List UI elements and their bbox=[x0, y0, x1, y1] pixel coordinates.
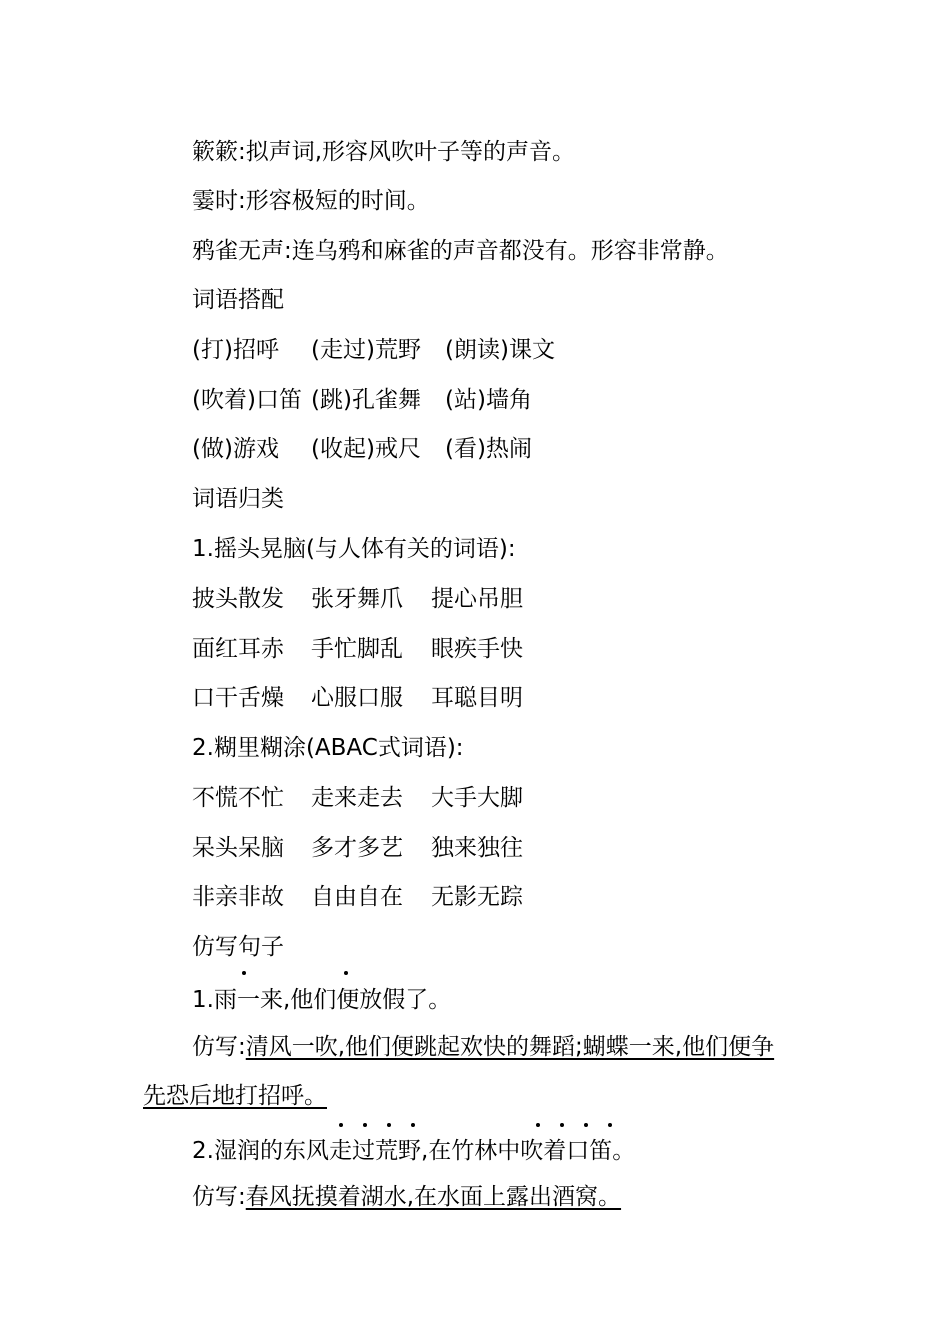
collocation-item: (跳)孔雀舞 bbox=[311, 387, 421, 413]
emphasis-dot bbox=[387, 1123, 391, 1127]
emphasis-dot bbox=[363, 1123, 367, 1127]
word-item: 独来独往 bbox=[431, 835, 523, 861]
word-item: 张牙舞爪 bbox=[311, 586, 403, 612]
word-item: 口干舌燥 bbox=[192, 685, 284, 711]
emphasis-dot bbox=[560, 1123, 564, 1127]
collocation-item: (看)热闹 bbox=[445, 436, 532, 462]
emphasis-dot bbox=[242, 971, 246, 975]
collocation-item: (吹着)口笛 bbox=[192, 387, 302, 413]
word-item: 手忙脚乱 bbox=[311, 636, 403, 662]
definition-yaquewusheng: 鸦雀无声:连乌鸦和麻雀的声音都没有。形容非常静。 bbox=[192, 238, 729, 264]
collocation-item: (做)游戏 bbox=[192, 436, 279, 462]
emphasis-dot bbox=[608, 1123, 612, 1127]
answer-label: 仿写: bbox=[192, 1184, 246, 1210]
word-item: 眼疾手快 bbox=[431, 636, 523, 662]
section-heading-collocation: 词语搭配 bbox=[192, 287, 284, 313]
word-item: 心服口服 bbox=[311, 685, 403, 711]
word-item: 无影无踪 bbox=[431, 884, 523, 910]
word-item: 不慌不忙 bbox=[192, 785, 284, 811]
imitation-answer-1 bbox=[192, 1032, 774, 1062]
word-item: 披头散发 bbox=[192, 586, 284, 612]
example-sentence-1: 1.雨一来,他们便放假了。 bbox=[192, 987, 452, 1013]
word-item: 大手大脚 bbox=[431, 785, 523, 811]
group2-title: 2.糊里糊涂(ABAC式词语): bbox=[192, 735, 464, 761]
section-heading-imitation: 仿写句子 bbox=[192, 934, 284, 960]
collocation-item: (走过)荒野 bbox=[311, 337, 421, 363]
emphasis-dot bbox=[344, 971, 348, 975]
collocation-item: (站)墙角 bbox=[445, 387, 532, 413]
imitation-answer-2 bbox=[192, 1182, 621, 1212]
emphasis-dot bbox=[584, 1123, 588, 1127]
emphasis-dot bbox=[339, 1123, 343, 1127]
word-item: 走来走去 bbox=[311, 785, 403, 811]
word-item: 非亲非故 bbox=[192, 884, 284, 910]
answer-text: 先恐后地打招呼。 bbox=[143, 1083, 327, 1109]
word-item: 提心吊胆 bbox=[431, 586, 523, 612]
word-item: 呆头呆脑 bbox=[192, 835, 284, 861]
imitation-answer-1-continued bbox=[143, 1081, 327, 1111]
definition-shashi: 霎时:形容极短的时间。 bbox=[192, 188, 430, 214]
answer-text: 清风一吹,他们便跳起欢快的舞蹈;蝴蝶一来,他们便争 bbox=[245, 1034, 775, 1060]
word-item: 自由自在 bbox=[311, 884, 403, 910]
collocation-item: (收起)戒尺 bbox=[311, 436, 421, 462]
answer-label: 仿写: bbox=[192, 1034, 246, 1060]
word-item: 面红耳赤 bbox=[192, 636, 284, 662]
word-item: 多才多艺 bbox=[311, 835, 403, 861]
emphasis-dot bbox=[411, 1123, 415, 1127]
section-heading-classification: 词语归类 bbox=[192, 486, 284, 512]
definition-susu: 簌簌:拟声词,形容风吹叶子等的声音。 bbox=[192, 139, 576, 165]
emphasis-dot bbox=[536, 1123, 540, 1127]
example-sentence-2: 2.湿润的东风走过荒野,在竹林中吹着口笛。 bbox=[192, 1138, 636, 1164]
collocation-item: (打)招呼 bbox=[192, 337, 279, 363]
word-item: 耳聪目明 bbox=[431, 685, 523, 711]
collocation-item: (朗读)课文 bbox=[445, 337, 555, 363]
group1-title: 1.摇头晃脑(与人体有关的词语): bbox=[192, 536, 516, 562]
answer-text: 春风抚摸着湖水,在水面上露出酒窝。 bbox=[245, 1184, 622, 1210]
